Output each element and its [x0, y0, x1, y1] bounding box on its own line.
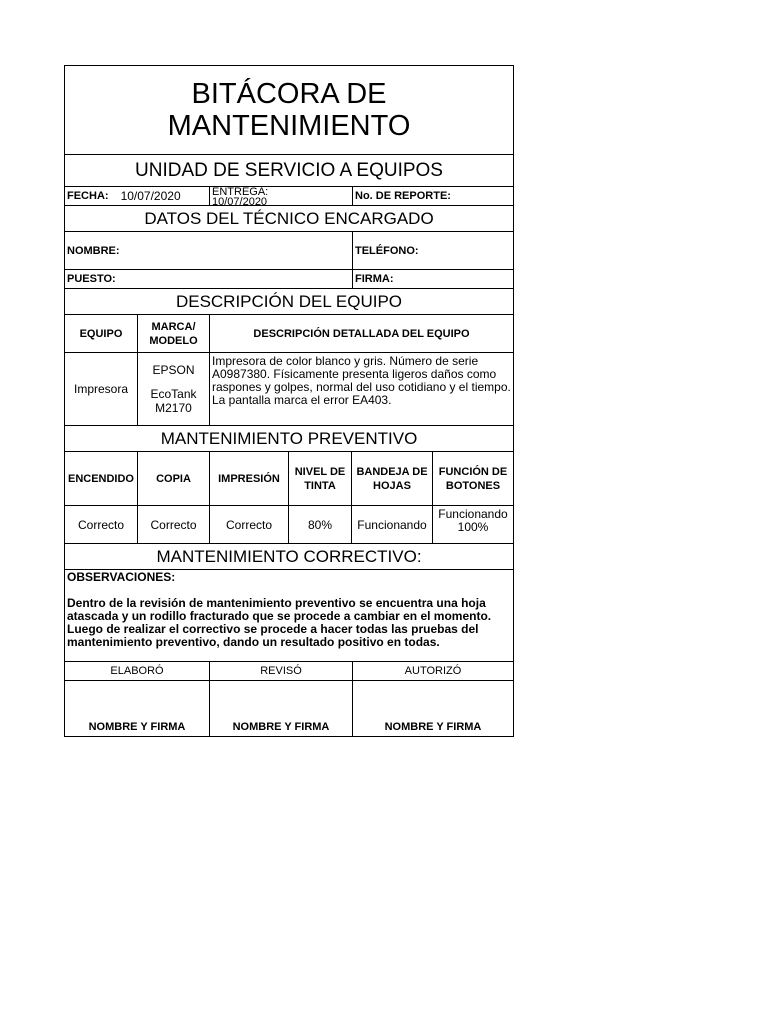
- modelo-line1: EcoTank: [150, 387, 197, 401]
- nombre-row: [64, 232, 514, 270]
- fecha-label: FECHA:: [67, 190, 109, 202]
- reviso-label: REVISÓ: [210, 662, 353, 680]
- entrega-value: 10/07/2020: [212, 196, 268, 205]
- val-impresion: Correcto: [210, 506, 289, 543]
- val-botones: Funcionando 100%: [438, 507, 508, 534]
- puesto-label: PUESTO:: [65, 270, 353, 288]
- col-equipo: EQUIPO: [65, 315, 138, 352]
- elaboro-signature: NOMBRE Y FIRMA: [65, 681, 210, 736]
- col-impresion: IMPRESIÓN: [210, 452, 289, 505]
- reviso-signature: NOMBRE Y FIRMA: [210, 681, 353, 736]
- col-descripcion: DESCRIPCIÓN DETALLADA DEL EQUIPO: [253, 327, 470, 340]
- correctivo-section-title: MANTENIMIENTO CORRECTIVO:: [156, 546, 422, 566]
- entrega-cell: [210, 187, 353, 205]
- observaciones-text: Dentro de la revisión de mantenimiento preventivo se encuentra una hoja atascada y un rodillo fracturado que se procede a cambiar en el momento. Luego de realizar el correctivo se procede a hacer todas las pruebas del mantenimiento preventivo, dando un resultado positivo en todas.: [67, 596, 492, 649]
- title-line-1: BITÁCORA DE: [191, 78, 387, 110]
- val-copia: Correcto: [138, 506, 210, 543]
- observaciones-row: [64, 570, 514, 662]
- descripcion-value: Impresora de color blanco y gris. Número de serie A0987380. Físicamente presenta ligeros daños como raspones y golpes, normal del uso cotidiano y el tiempo. La pantalla marca el error EA403.: [212, 354, 511, 407]
- equipo-header-row: [64, 315, 514, 353]
- val-nivel-tinta: 80%: [289, 506, 352, 543]
- col-nivel-tinta: NIVEL DE TINTA: [289, 452, 352, 505]
- observaciones-cell: [65, 570, 513, 661]
- equipo-value: Impresora: [65, 353, 138, 425]
- col-copia: COPIA: [138, 452, 210, 505]
- tecnico-section-row: [64, 206, 514, 232]
- autorizo-signature: NOMBRE Y FIRMA: [384, 721, 482, 733]
- unit-row: [64, 155, 514, 187]
- preventivo-section-title: MANTENIMIENTO PREVENTIVO: [160, 428, 418, 448]
- preventivo-header-row: [64, 452, 514, 506]
- correctivo-section-row: [64, 544, 514, 570]
- val-bandeja: Funcionando: [352, 506, 433, 543]
- dates-row: [64, 187, 514, 206]
- val-encendido: Correcto: [65, 506, 138, 543]
- autorizo-label: AUTORIZÓ: [404, 665, 462, 677]
- puesto-row: [64, 270, 514, 289]
- col-marca: [138, 315, 210, 352]
- col-marca-line1: MARCA/: [151, 320, 196, 333]
- col-bandeja: BANDEJA DE HOJAS: [352, 452, 433, 505]
- firmas-header-row: [64, 662, 514, 681]
- fecha-cell: [65, 187, 210, 205]
- maintenance-log-form: [64, 65, 514, 737]
- col-marca-line2: MODELO: [149, 334, 198, 347]
- equipo-section-row: [64, 289, 514, 315]
- document-title: [65, 66, 513, 154]
- modelo-line2: M2170: [155, 401, 192, 415]
- marca-value: EPSON: [152, 363, 195, 377]
- reporte-label: No. DE REPORTE:: [355, 190, 451, 202]
- equipo-section-title: DESCRIPCIÓN DEL EQUIPO: [175, 291, 403, 311]
- elaboro-label: ELABORÓ: [65, 662, 210, 680]
- tecnico-section-title: DATOS DEL TÉCNICO ENCARGADO: [144, 208, 434, 228]
- firmas-row: [64, 681, 514, 737]
- firma-label: FIRMA:: [355, 273, 394, 285]
- title-line-2: MANTENIMIENTO: [167, 110, 411, 142]
- preventivo-values-row: [64, 506, 514, 544]
- title-row: [64, 65, 514, 155]
- col-botones: FUNCIÓN DE BOTONES: [438, 465, 508, 492]
- unit-title: UNIDAD DE SERVICIO A EQUIPOS: [135, 159, 443, 181]
- col-encendido: ENCENDIDO: [65, 452, 138, 505]
- telefono-label: TELÉFONO:: [355, 244, 419, 257]
- observaciones-label: OBSERVACIONES:: [67, 570, 176, 584]
- fecha-value: 10/07/2020: [120, 189, 181, 203]
- entrega-label: ENTREGA:: [212, 187, 269, 198]
- nombre-label: NOMBRE:: [65, 232, 353, 269]
- marca-modelo-value: [138, 353, 210, 425]
- preventivo-section-row: [64, 426, 514, 452]
- equipo-data-row: [64, 353, 514, 426]
